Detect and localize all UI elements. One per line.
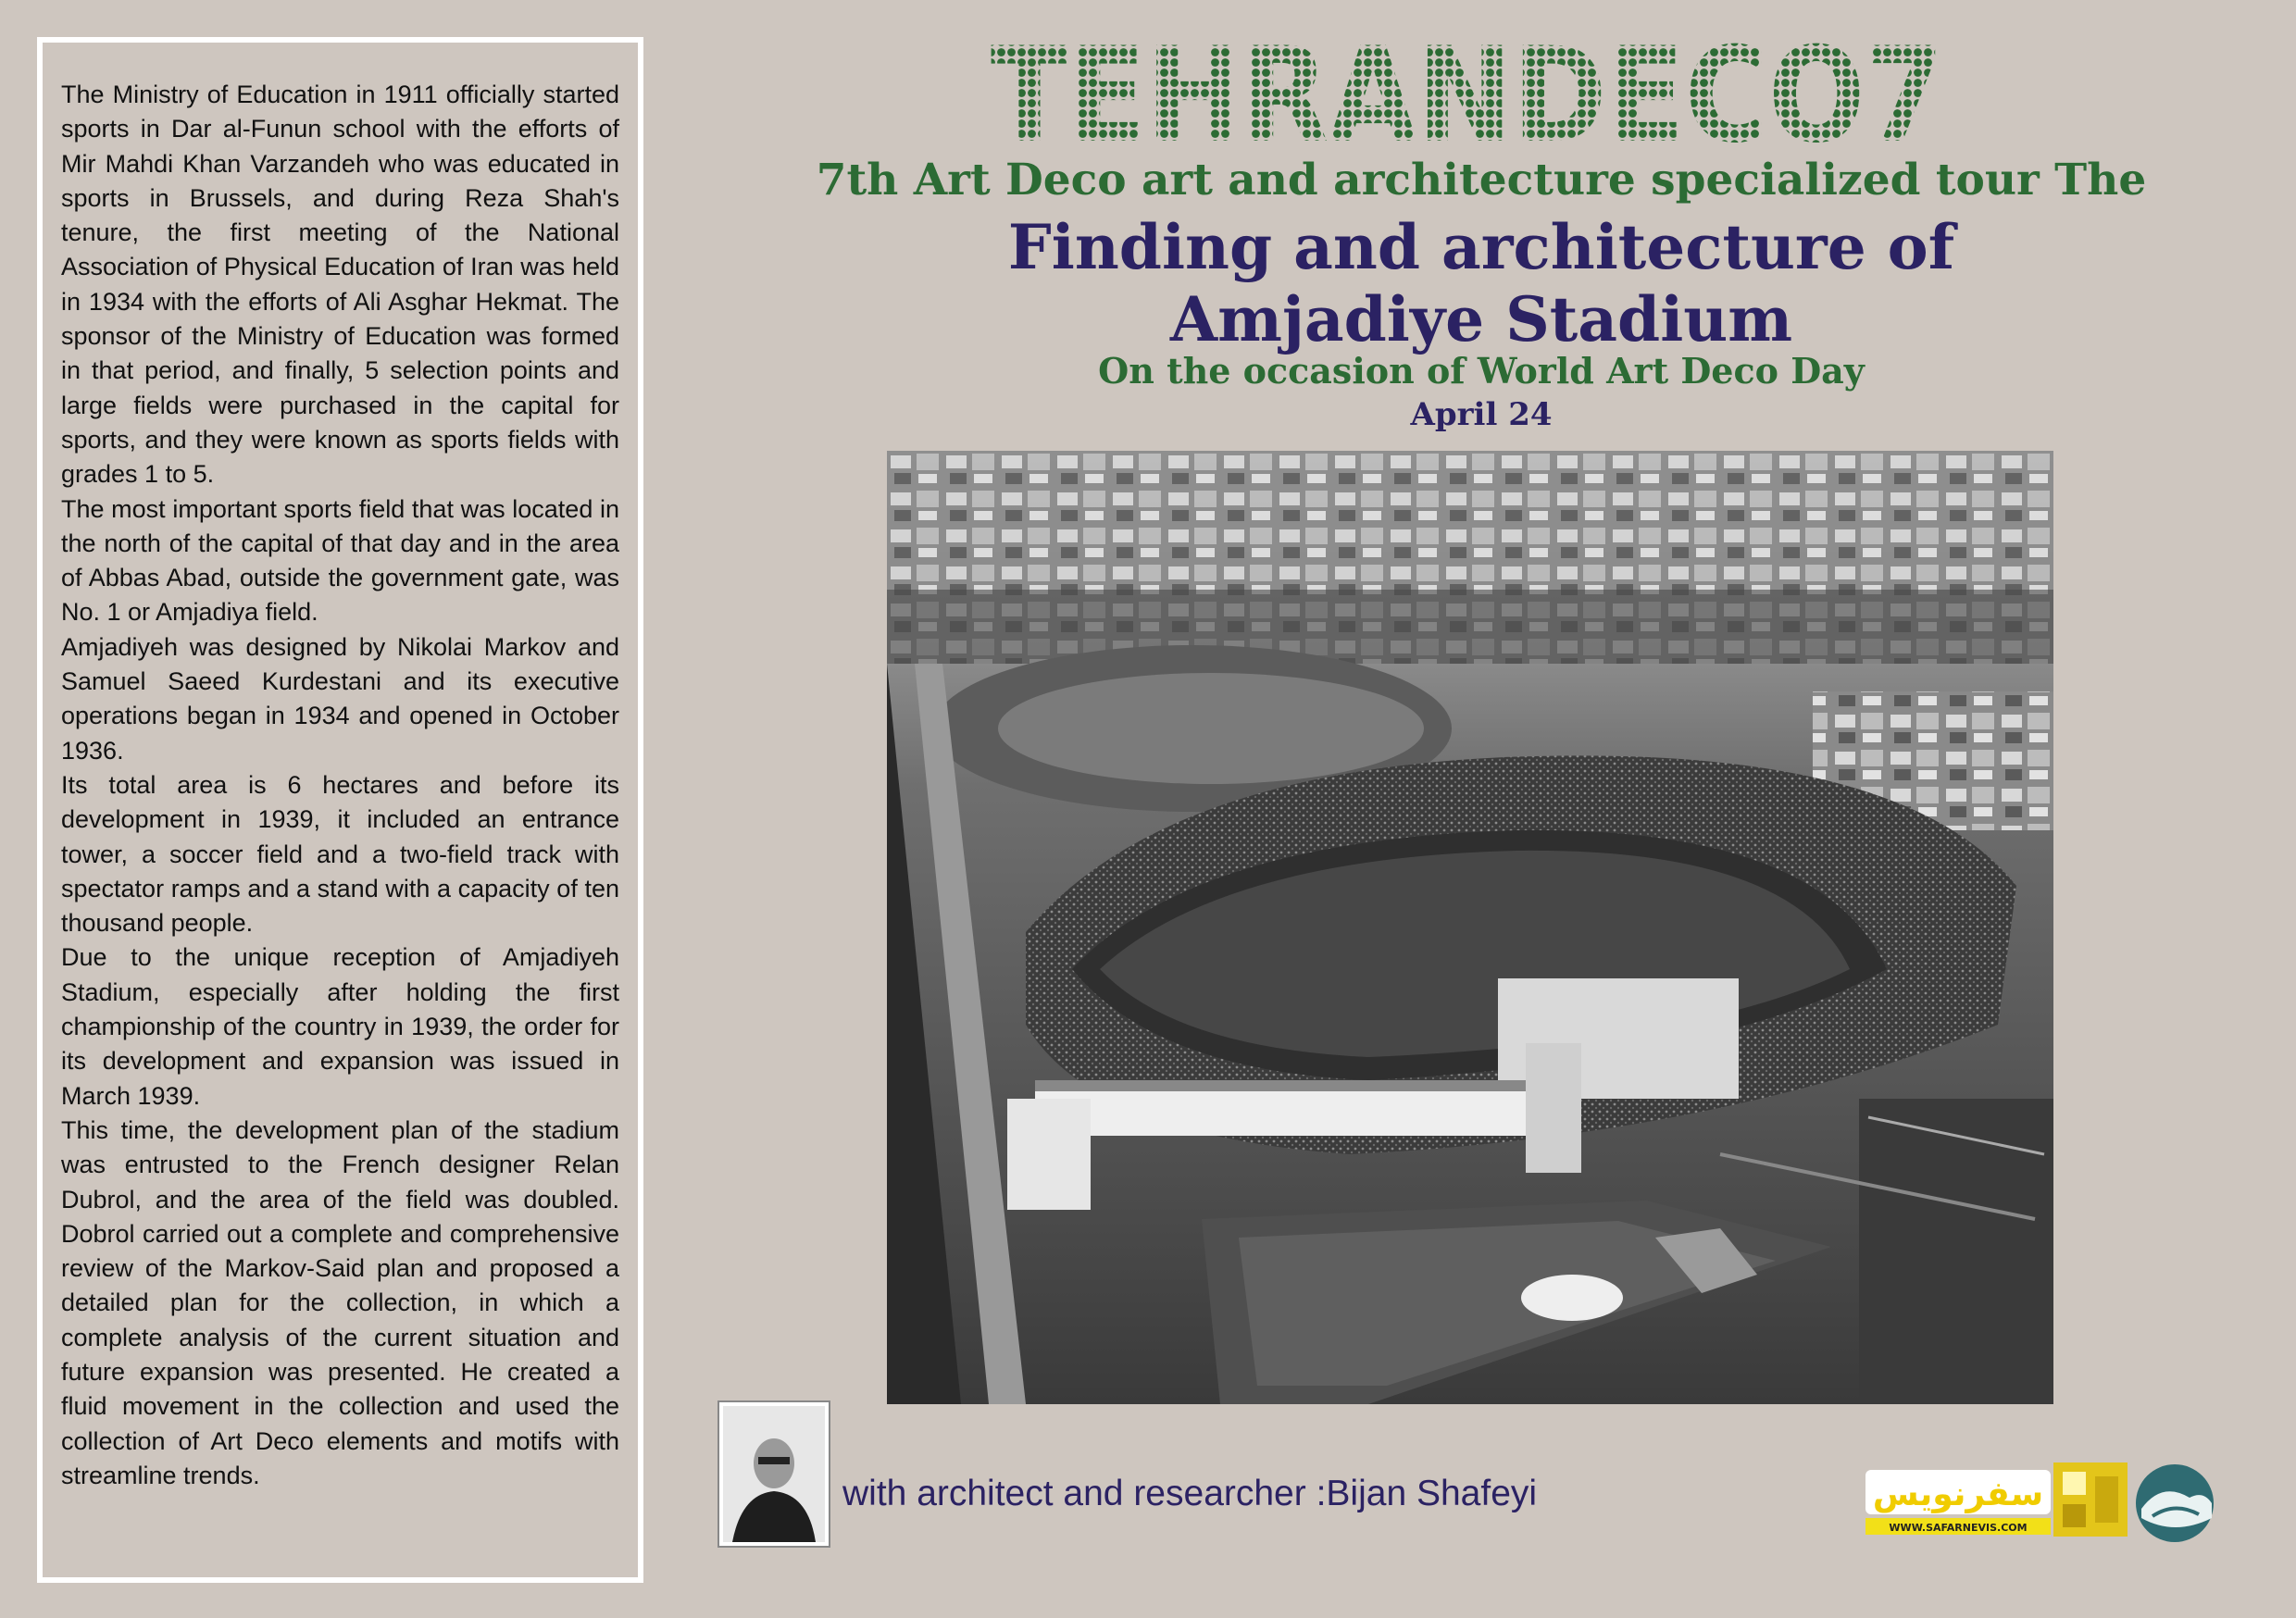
credit-text: with architect and researcher :Bijan Shafeyi — [842, 1474, 1538, 1513]
date-text: April 24 — [1410, 396, 1553, 433]
paragraph: The most important sports field that was located in the north of the capital of that day and in the area of Abbas Abad, outside the government gate, was No. 1 or Amjadiya field. — [61, 494, 619, 627]
headline-1: Finding and architecture of — [1007, 211, 1955, 283]
paragraph: Its total area is 6 hectares and before its development in 1939, it included an entrance tower, a soccer field and a two-field track with spectator ramps and a stand with a capacity of ten thousand people. — [61, 770, 619, 938]
logo-wordmark: سفرنویس — [1872, 1475, 2044, 1513]
paragraph: The Ministry of Education in 1911 officially started sports in Dar al-Funun school with the efforts of Mir Mahdi Khan Varzandeh who was educated in sports in Brussels, and during Reza Shah's tenure, the first meeting of the National Association of Physical Education of Iran was held in 1934 with the efforts of Ali Asghar Hekmat. The sponsor of the Ministry of Education was formed in that period, and finally, 5 selection points and large fields were purchased in the capital for sports, and they were known as sports fields with grades 1 to 5. — [61, 81, 619, 489]
text-panel — [37, 37, 643, 1583]
paragraph: This time, the development plan of the stadium was entrusted to the French designer Relan Dubrol, and the area of the field was doubled. Dobrol carried out a complete and comprehensive review of the Markov-Said plan and proposed a detailed plan for the collection, in which a complete analysis of the current situation and future expansion was presented. He created a fluid movement in the collection and used the collection of Art Deco elements and motifs with streamline trends. — [61, 1115, 619, 1489]
page-title: TEHRANDECO7 — [991, 19, 1944, 172]
subtitle: 7th Art Deco art and architecture specialized tour The — [816, 155, 2147, 205]
body-text — [61, 78, 619, 1493]
logo-url: WWW.SAFARNEVIS.COM — [1889, 1522, 2028, 1534]
circular-emblem-icon — [2134, 1462, 2215, 1544]
dotted-title — [986, 19, 1949, 172]
occasion-text: On the occasion of World Art Deco Day — [1098, 350, 1865, 392]
headline-2: Amjadiye Stadium — [1169, 283, 1793, 355]
safarnevis-logo — [1866, 1462, 2051, 1537]
paragraph: Due to the unique reception of Amjadiyeh Stadium, especially after holding the first championship of the country in 1939, the order for its development and expansion was issued in March 1939. — [61, 943, 619, 1110]
paragraph: Amjadiyeh was designed by Nikolai Markov and Samuel Saeed Kurdestani and its executive operations began in 1934 and opened in October 1936. — [61, 632, 619, 765]
portrait-photo — [719, 1402, 829, 1546]
stadium-photo — [887, 451, 2053, 1404]
yellow-emblem-icon — [2053, 1462, 2128, 1537]
